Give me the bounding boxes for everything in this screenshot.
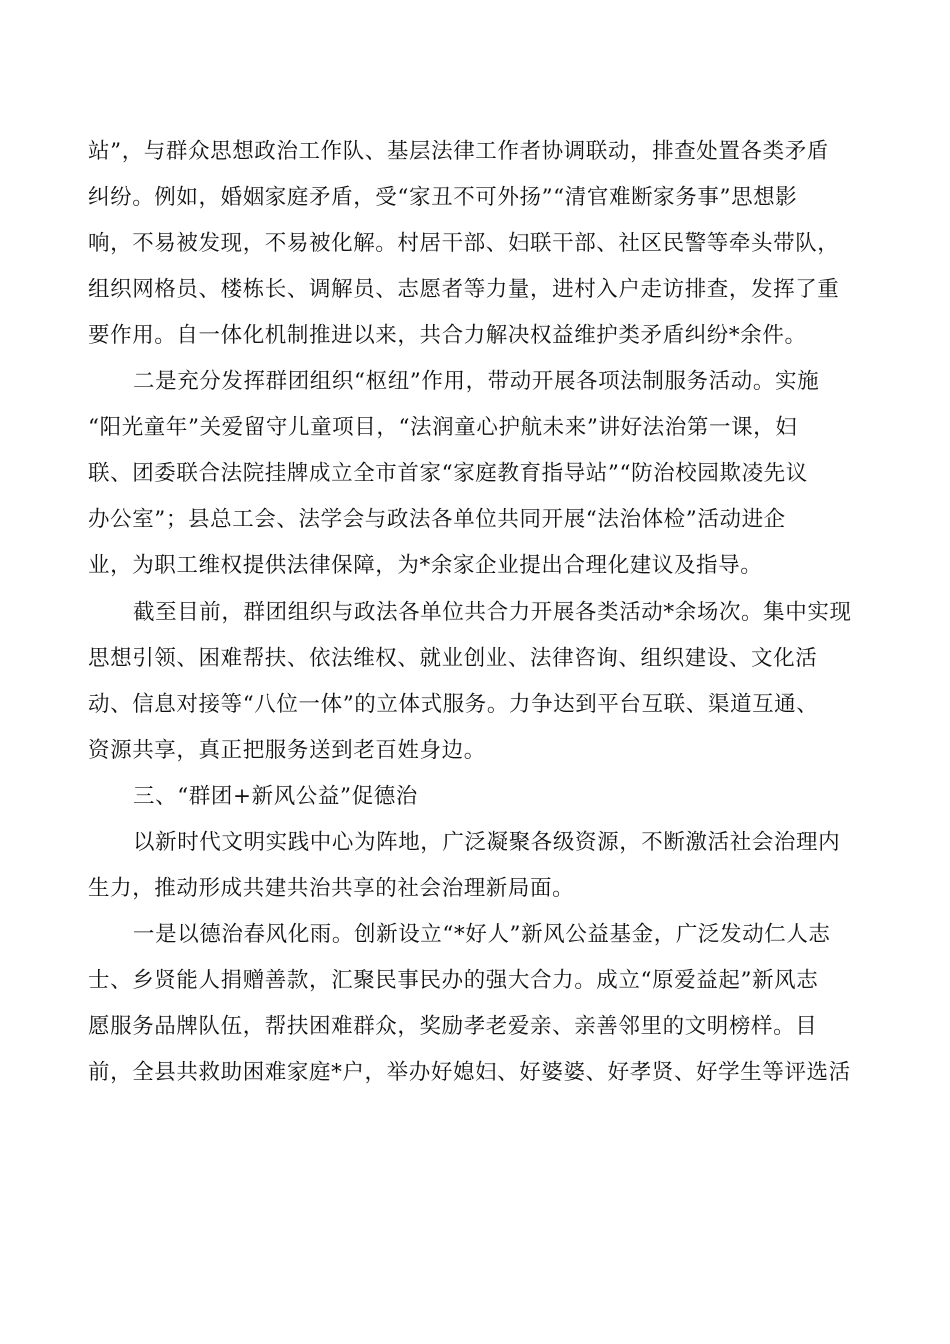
paragraph-start-line: 截至目前，群团组织与政法各单位共合力开展各类活动*余场次。集中实现 [133, 600, 852, 625]
text-line: 办公室”；县总工会、法学会与政法各单位共同开展“法治体检”活动进企 [88, 507, 786, 532]
paragraph-start-line: 二是充分发挥群团组织“枢纽”作用，带动开展各项法制服务活动。实施 [133, 369, 820, 394]
text-line: 响，不易被发现，不易被化解。村居干部、妇联干部、社区民警等牵头带队， [88, 231, 840, 256]
text-line: 组织网格员、楼栋长、调解员、志愿者等力量，进村入户走访排查，发挥了重 [88, 277, 840, 302]
paragraph-start-line: 一是以德治春风化雨。创新设立“*好人”新风公益基金，广泛发动仁人志 [133, 922, 831, 947]
paragraph-start-line: 以新时代文明实践中心为阵地，广泛凝聚各级资源，不断激活社会治理内 [133, 830, 841, 855]
text-line: 资源共享，真正把服务送到老百姓身边。 [88, 738, 486, 763]
text-line: 思想引领、困难帮扶、依法维权、就业创业、法律咨询、组织建设、文化活 [88, 646, 818, 671]
section-heading: 三、“群团+新风公益”促德治 [133, 784, 418, 809]
text-line: 动、信息对接等“八位一体”的立体式服务。力争达到平台互联、渠道互通、 [88, 692, 819, 717]
text-line: 纠纷。例如，婚姻家庭矛盾，受“家丑不可外扬”“清官难断家务事”思想影 [88, 185, 798, 210]
text-line: 要作用。自一体化机制推进以来，共合力解决权益维护类矛盾纠纷*余件。 [88, 323, 807, 348]
text-line: 业，为职工维权提供法律保障，为*余家企业提出合理化建议及指导。 [88, 553, 763, 578]
text-line: 生力，推动形成共建共治共享的社会治理新局面。 [88, 876, 575, 901]
text-line: 士、乡贤能人捐赠善款，汇聚民事民办的强大合力。成立“原爱益起”新风志 [88, 968, 819, 993]
text-line: 愿服务品牌队伍，帮扶困难群众，奖励孝老爱亲、亲善邻里的文明榜样。目 [88, 1014, 818, 1039]
text-line: “阳光童年”关爱留守儿童项目，“法润童心护航未来”讲好法治第一课，妇 [88, 415, 798, 440]
text-line: 前，全县共救助困难家庭*户，举办好媳妇、好婆婆、好孝贤、好学生等评选活 [88, 1060, 851, 1085]
text-line: 联、团委联合法院挂牌成立全市首家“家庭教育指导站”“防治校园欺凌先议 [88, 461, 808, 486]
text-line: 站”，与群众思想政治工作队、基层法律工作者协调联动，排查处置各类矛盾 [88, 139, 829, 164]
